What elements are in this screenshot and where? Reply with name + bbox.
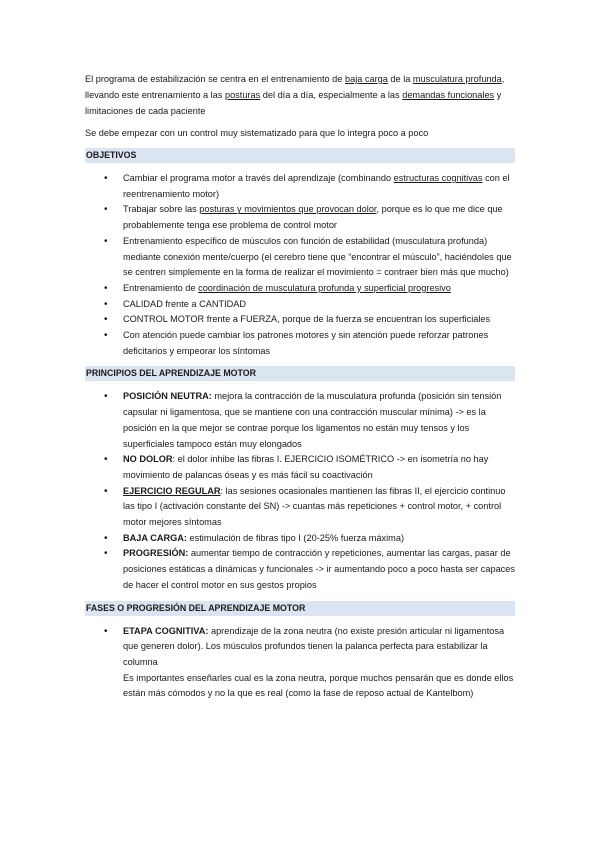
item-text: aprendizaje de la zona neutra (no existe presión articular ni ligamentosa que generen dolor). Los músculos profundos tienen la palanca perfecta para estabilizar la columna [123,625,505,667]
item-term: POSICIÓN NEUTRA: [123,391,212,402]
list-item [85,312,515,328]
bullet-icon: • [104,314,108,326]
item-term: NO DOLOR [123,454,173,465]
item-text: Entrenamiento específico de músculos con función de estabilidad (musculatura profunda) mediante conexión mente/cuerpo (el cerebro tiene que “encontrar el músculo”, haciéndoles que se centren simplemente en la forma de realizar el movimiento = contraer bien más que mucho) [123,235,512,278]
list-item [85,389,515,452]
intro-paragraph-1 [85,71,515,119]
underlined-term: estructuras cognitivas [393,173,483,183]
bullet-icon: • [104,330,108,342]
underlined-term: musculatura profunda [412,74,502,84]
underlined-term: posturas y movimientos que provocan dolor [199,204,377,215]
section-heading-principios: PRINCIPIOS DEL APRENDIZAJE MOTOR [85,366,515,381]
underlined-term: coordinación de musculatura profunda y superficial progresivo [198,282,451,293]
text-run: del día a día, especialmente a las [260,90,403,100]
list-item [85,546,515,593]
section-heading-fases: FASES O PROGRESIÓN DEL APRENDIZAJE MOTOR [85,601,515,616]
list-item [85,202,515,233]
item-text: : el dolor inhibe las fibras I. EJERCICIO ISOMÉTRICO -> en isometría no hay movimiento de palancas óseas y es más fácil su coactivación [123,454,489,480]
intro-paragraph-2: Se debe empezar con un control muy sistematizado para que lo integra poco a poco [85,128,429,138]
item-text: CONTROL MOTOR frente a FUERZA, porque de la fuerza se encuentran los superficiales [123,314,491,325]
item-text: aumentar tiempo de contracción y repeticiones, aumentar las cargas, pasar de posiciones estáticas a dinámicas y funcionales -> ir aumentando poco a poco hasta ser capaces de hacer el control motor en sus gestos propios [123,548,515,590]
section-heading-objetivos: OBJETIVOS [85,148,515,163]
list-item [85,328,515,359]
objetivos-list [85,171,515,359]
text-run: El programa de estabilización se centra en el entrenamiento de [85,74,345,84]
list-item [85,234,515,281]
list-item [85,171,515,202]
item-text: Cambiar el programa motor a través del aprendizaje (combinando [123,173,394,183]
bullet-icon: • [104,625,108,637]
list-item [85,452,515,483]
item-text: , porque es lo que me dice que probablemente tenga ese problema de control motor [123,204,503,231]
bullet-icon: • [104,548,108,560]
item-term: ETAPA COGNITIVA: [123,625,209,636]
item-text: Es importantes enseñarles cual es la zona neutra, porque muchos pensarán que es donde ellos están más cómodos y no la que es real (como la fase de reposo actual de Kantelbom) [123,672,514,699]
list-item [85,297,515,313]
bullet-icon: • [104,454,108,466]
item-text: Trabajar sobre las [123,204,200,215]
item-text: : las sesiones ocasionales mantienen las fibras II, el ejercicio continuo las tipo I (activación constante del SN) -> cuantas más repeticiones + control motor, + control motor mejores síntomas [123,485,506,528]
underlined-term: demandas funcionales [402,90,495,100]
text-run: de la [387,74,413,84]
text-run: , llevando este entrenamiento a las [85,74,505,100]
list-item [85,484,515,531]
underlined-term: posturas [224,90,261,100]
list-item [85,624,515,703]
item-text: Con atención puede cambiar los patrones motores y sin atención puede reforzar patrones deficitarios y empeorar los síntomas [123,330,489,356]
text-run: y limitaciones de cada paciente [85,90,502,116]
bullet-icon: • [104,173,108,184]
item-text: mejora la contracción de la musculatura profunda (posición sin tensión capsular ni ligamentosa, que se mantiene con una contracción muscular mínima) -> es la posición en la que mejor se contrae porque los ligamentos no están muy tensos y los superficiales tampoco están muy elongados [123,391,502,449]
bullet-icon: • [104,532,108,544]
item-term: BAJA CARGA: [123,532,187,543]
bullet-icon: • [104,204,108,216]
bullet-icon: • [104,485,108,497]
document-body [85,71,515,702]
list-item [85,281,515,297]
list-item [85,531,515,547]
underlined-term: baja carga [344,74,388,84]
bullet-icon: • [104,282,108,294]
item-text: Entrenamiento de [123,282,199,293]
item-term [123,486,221,496]
item-text: con el reentrenamiento motor) [123,173,510,199]
fases-list [85,624,515,703]
item-text: CALIDAD frente a CANTIDAD [123,298,247,309]
item-term: PROGRESIÓN: [123,548,189,559]
bullet-icon: • [104,298,108,310]
underlined-term: EJERCICIO REGULAR [123,485,221,496]
principios-list [85,389,515,593]
bullet-icon: • [104,391,108,403]
item-text: estimulación de fibras tipo I (20-25% fuerza máxima) [186,532,405,543]
bullet-icon: • [104,235,108,247]
